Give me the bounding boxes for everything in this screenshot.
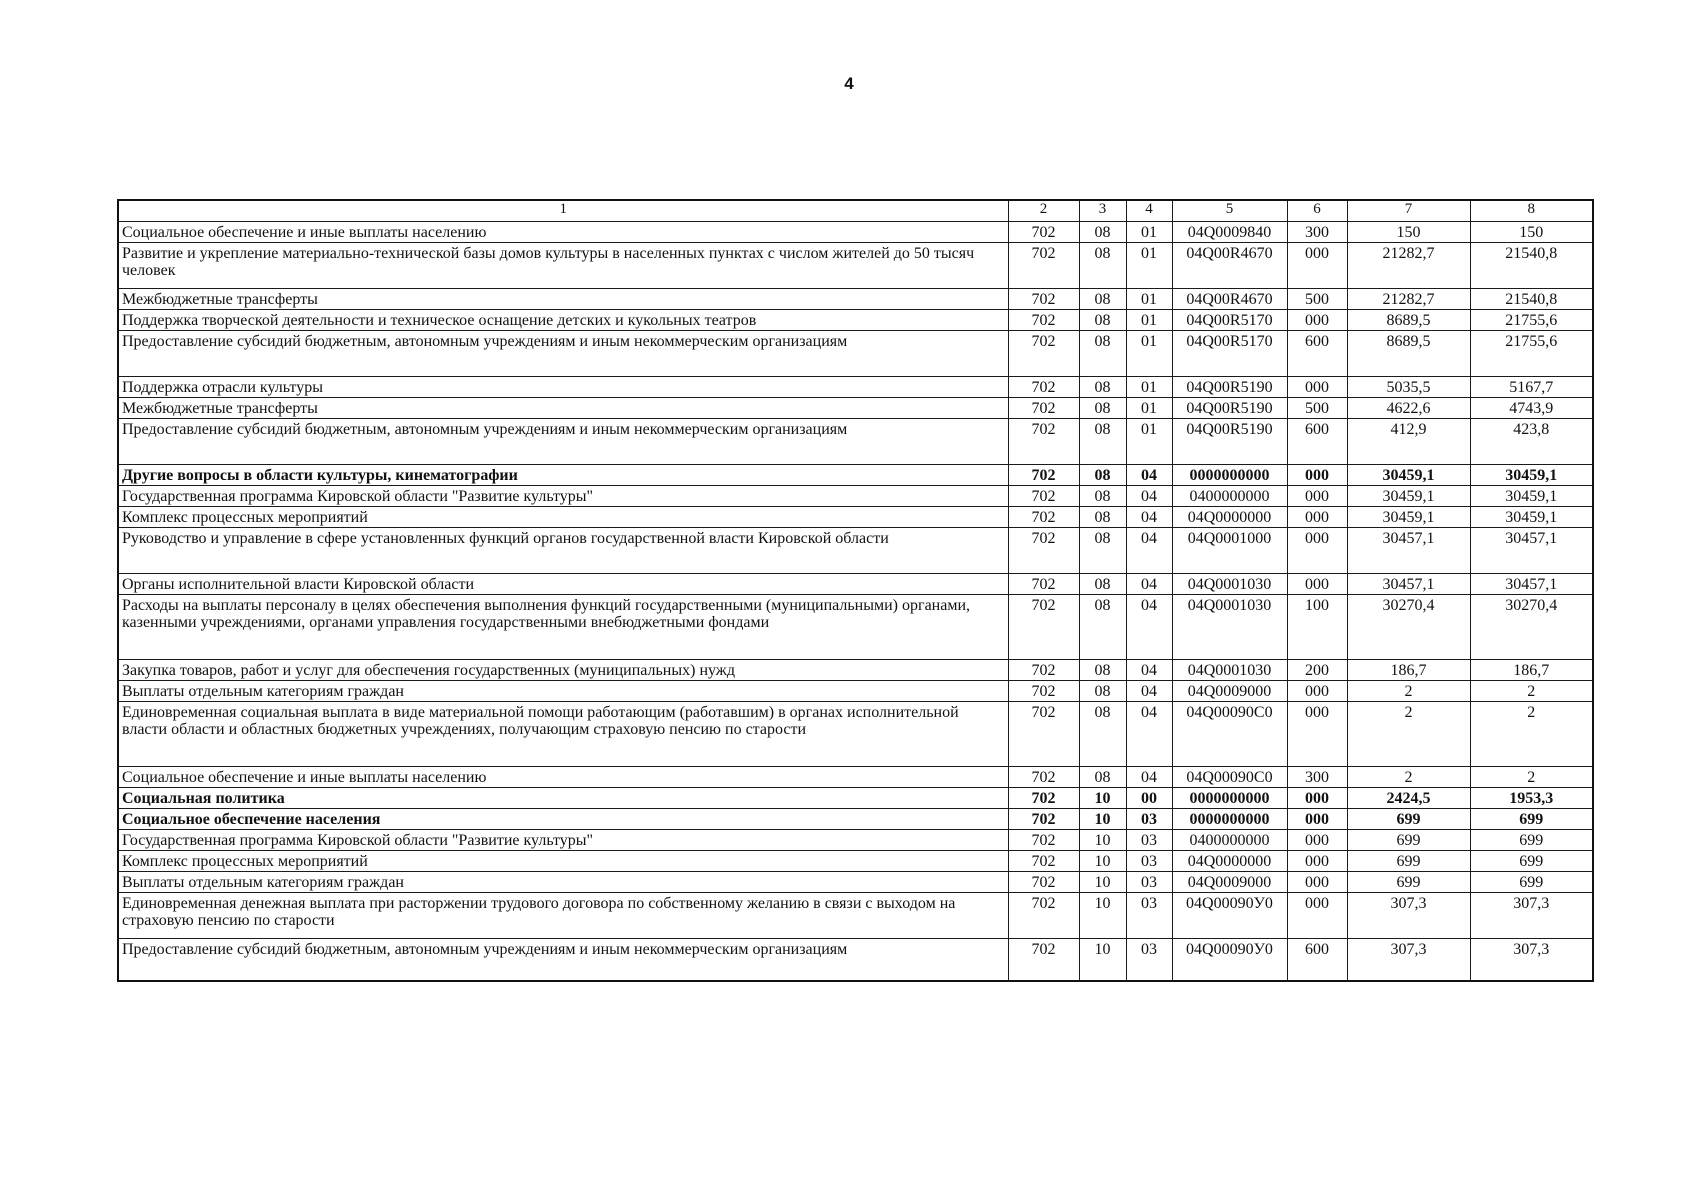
row-amount-2024-cell: 307,3 bbox=[1470, 893, 1593, 939]
table-row bbox=[118, 377, 1593, 398]
row-section-cell: 08 bbox=[1079, 574, 1126, 595]
row-expense-type-cell: 000 bbox=[1287, 486, 1347, 507]
row-name-cell: Комплекс процессных мероприятий bbox=[118, 851, 1008, 872]
row-amount-2023-cell: 30270,4 bbox=[1347, 595, 1470, 660]
row-section-cell: 10 bbox=[1079, 830, 1126, 851]
row-expense-type-cell: 000 bbox=[1287, 528, 1347, 574]
row-name-cell: Единовременная социальная выплата в виде материальной помощи работающим (работавшим) в органах исполнительной власти области и областных бюджетных учреждениях, получающим страховую пенсию по старости bbox=[118, 702, 1008, 767]
row-target-article-cell: 04Q00090C0 bbox=[1172, 702, 1287, 767]
table-row bbox=[118, 331, 1593, 377]
row-code-cell: 702 bbox=[1008, 939, 1079, 982]
row-amount-2024-cell: 2 bbox=[1470, 702, 1593, 767]
row-section-cell: 08 bbox=[1079, 465, 1126, 486]
row-code-cell: 702 bbox=[1008, 222, 1079, 243]
row-amount-2024-cell: 21755,6 bbox=[1470, 331, 1593, 377]
row-amount-2024-cell: 2 bbox=[1470, 767, 1593, 788]
row-section-cell: 08 bbox=[1079, 310, 1126, 331]
row-subsection-cell: 03 bbox=[1126, 939, 1172, 982]
row-section-cell: 10 bbox=[1079, 788, 1126, 809]
row-target-article-cell: 04Q0009000 bbox=[1172, 681, 1287, 702]
header-cell: 6 bbox=[1287, 200, 1347, 222]
row-subsection-cell: 04 bbox=[1126, 767, 1172, 788]
row-expense-type-cell: 500 bbox=[1287, 289, 1347, 310]
row-code-cell: 702 bbox=[1008, 419, 1079, 465]
row-code-cell: 702 bbox=[1008, 574, 1079, 595]
row-amount-2024-cell: 699 bbox=[1470, 830, 1593, 851]
row-section-cell: 08 bbox=[1079, 377, 1126, 398]
row-amount-2024-cell: 699 bbox=[1470, 851, 1593, 872]
row-amount-2023-cell: 699 bbox=[1347, 809, 1470, 830]
row-subsection-cell: 03 bbox=[1126, 830, 1172, 851]
row-subsection-cell: 01 bbox=[1126, 222, 1172, 243]
row-amount-2024-cell: 699 bbox=[1470, 809, 1593, 830]
row-code-cell: 702 bbox=[1008, 872, 1079, 893]
row-amount-2024-cell: 21540,8 bbox=[1470, 289, 1593, 310]
row-subsection-cell: 00 bbox=[1126, 788, 1172, 809]
row-amount-2023-cell: 30459,1 bbox=[1347, 465, 1470, 486]
row-expense-type-cell: 000 bbox=[1287, 872, 1347, 893]
row-expense-type-cell: 000 bbox=[1287, 574, 1347, 595]
table-row bbox=[118, 222, 1593, 243]
row-name-cell: Единовременная денежная выплата при расторжении трудового договора по собственному желанию в связи с выходом на страховую пенсию по старости bbox=[118, 893, 1008, 939]
row-expense-type-cell: 000 bbox=[1287, 788, 1347, 809]
row-code-cell: 702 bbox=[1008, 398, 1079, 419]
row-target-article-cell: 04Q00090C0 bbox=[1172, 767, 1287, 788]
table-row bbox=[118, 595, 1593, 660]
row-amount-2024-cell: 1953,3 bbox=[1470, 788, 1593, 809]
row-expense-type-cell: 000 bbox=[1287, 851, 1347, 872]
row-amount-2023-cell: 2 bbox=[1347, 702, 1470, 767]
row-subsection-cell: 04 bbox=[1126, 681, 1172, 702]
row-section-cell: 08 bbox=[1079, 702, 1126, 767]
row-code-cell: 702 bbox=[1008, 331, 1079, 377]
table-row bbox=[118, 507, 1593, 528]
row-section-cell: 08 bbox=[1079, 660, 1126, 681]
row-amount-2023-cell: 699 bbox=[1347, 872, 1470, 893]
row-section-cell: 08 bbox=[1079, 767, 1126, 788]
page-number: 4 bbox=[844, 74, 854, 93]
row-name-cell: Социальное обеспечение населения bbox=[118, 809, 1008, 830]
header-cell: 7 bbox=[1347, 200, 1470, 222]
row-target-article-cell: 0400000000 bbox=[1172, 486, 1287, 507]
header-cell: 1 bbox=[118, 200, 1008, 222]
row-amount-2024-cell: 2 bbox=[1470, 681, 1593, 702]
row-expense-type-cell: 000 bbox=[1287, 830, 1347, 851]
row-code-cell: 702 bbox=[1008, 830, 1079, 851]
row-name-cell: Комплекс процессных мероприятий bbox=[118, 507, 1008, 528]
row-amount-2023-cell: 30457,1 bbox=[1347, 528, 1470, 574]
row-subsection-cell: 04 bbox=[1126, 702, 1172, 767]
row-target-article-cell: 04Q00090У0 bbox=[1172, 939, 1287, 982]
row-name-cell: Другие вопросы в области культуры, кинематографии bbox=[118, 465, 1008, 486]
row-subsection-cell: 04 bbox=[1126, 465, 1172, 486]
row-amount-2023-cell: 21282,7 bbox=[1347, 243, 1470, 289]
header-cell: 4 bbox=[1126, 200, 1172, 222]
row-section-cell: 08 bbox=[1079, 222, 1126, 243]
row-section-cell: 10 bbox=[1079, 809, 1126, 830]
row-amount-2024-cell: 21755,6 bbox=[1470, 310, 1593, 331]
row-expense-type-cell: 000 bbox=[1287, 893, 1347, 939]
row-name-cell: Государственная программа Кировской области "Развитие культуры" bbox=[118, 486, 1008, 507]
row-section-cell: 08 bbox=[1079, 398, 1126, 419]
row-amount-2023-cell: 186,7 bbox=[1347, 660, 1470, 681]
row-target-article-cell: 04Q0001030 bbox=[1172, 595, 1287, 660]
table-row bbox=[118, 872, 1593, 893]
header-cell: 2 bbox=[1008, 200, 1079, 222]
row-amount-2023-cell: 8689,5 bbox=[1347, 331, 1470, 377]
row-subsection-cell: 03 bbox=[1126, 893, 1172, 939]
row-target-article-cell: 04Q00090У0 bbox=[1172, 893, 1287, 939]
row-name-cell: Предоставление субсидий бюджетным, автономным учреждениям и иным некоммерческим организациям bbox=[118, 419, 1008, 465]
row-expense-type-cell: 000 bbox=[1287, 243, 1347, 289]
row-section-cell: 08 bbox=[1079, 243, 1126, 289]
row-name-cell: Социальное обеспечение и иные выплаты населению bbox=[118, 767, 1008, 788]
row-expense-type-cell: 000 bbox=[1287, 681, 1347, 702]
table-row bbox=[118, 681, 1593, 702]
table-row bbox=[118, 893, 1593, 939]
row-amount-2023-cell: 2 bbox=[1347, 767, 1470, 788]
row-code-cell: 702 bbox=[1008, 507, 1079, 528]
row-name-cell: Руководство и управление в сфере установленных функций органов государственной власти Кировской области bbox=[118, 528, 1008, 574]
row-code-cell: 702 bbox=[1008, 243, 1079, 289]
row-subsection-cell: 01 bbox=[1126, 243, 1172, 289]
row-target-article-cell: 04Q0000000 bbox=[1172, 507, 1287, 528]
row-section-cell: 08 bbox=[1079, 419, 1126, 465]
row-section-cell: 08 bbox=[1079, 289, 1126, 310]
table-header-row bbox=[118, 200, 1593, 222]
row-section-cell: 10 bbox=[1079, 893, 1126, 939]
table-row bbox=[118, 939, 1593, 982]
row-section-cell: 10 bbox=[1079, 851, 1126, 872]
row-name-cell: Межбюджетные трансферты bbox=[118, 289, 1008, 310]
row-target-article-cell: 04Q0000000 bbox=[1172, 851, 1287, 872]
row-name-cell: Органы исполнительной власти Кировской области bbox=[118, 574, 1008, 595]
row-code-cell: 702 bbox=[1008, 702, 1079, 767]
row-amount-2023-cell: 699 bbox=[1347, 830, 1470, 851]
row-target-article-cell: 04Q00R5170 bbox=[1172, 331, 1287, 377]
row-name-cell: Расходы на выплаты персоналу в целях обеспечения выполнения функций государственными (муниципальными) органами, казенными учреждениями, органами управления государственными внебюджетными фондами bbox=[118, 595, 1008, 660]
row-name-cell: Выплаты отдельным категориям граждан bbox=[118, 681, 1008, 702]
row-amount-2024-cell: 4743,9 bbox=[1470, 398, 1593, 419]
row-expense-type-cell: 300 bbox=[1287, 222, 1347, 243]
row-amount-2024-cell: 699 bbox=[1470, 872, 1593, 893]
table-row bbox=[118, 310, 1593, 331]
header-cell: 8 bbox=[1470, 200, 1593, 222]
row-expense-type-cell: 000 bbox=[1287, 465, 1347, 486]
row-expense-type-cell: 300 bbox=[1287, 767, 1347, 788]
row-name-cell: Межбюджетные трансферты bbox=[118, 398, 1008, 419]
row-code-cell: 702 bbox=[1008, 767, 1079, 788]
row-amount-2023-cell: 412,9 bbox=[1347, 419, 1470, 465]
row-target-article-cell: 0000000000 bbox=[1172, 788, 1287, 809]
row-subsection-cell: 04 bbox=[1126, 595, 1172, 660]
header-cell: 3 bbox=[1079, 200, 1126, 222]
row-amount-2023-cell: 307,3 bbox=[1347, 939, 1470, 982]
row-code-cell: 702 bbox=[1008, 893, 1079, 939]
row-amount-2023-cell: 30459,1 bbox=[1347, 486, 1470, 507]
table-row bbox=[118, 788, 1593, 809]
row-expense-type-cell: 000 bbox=[1287, 702, 1347, 767]
row-amount-2024-cell: 186,7 bbox=[1470, 660, 1593, 681]
row-subsection-cell: 01 bbox=[1126, 419, 1172, 465]
row-code-cell: 702 bbox=[1008, 289, 1079, 310]
row-subsection-cell: 01 bbox=[1126, 331, 1172, 377]
row-amount-2023-cell: 21282,7 bbox=[1347, 289, 1470, 310]
row-subsection-cell: 01 bbox=[1126, 310, 1172, 331]
row-amount-2024-cell: 307,3 bbox=[1470, 939, 1593, 982]
row-amount-2023-cell: 30457,1 bbox=[1347, 574, 1470, 595]
row-code-cell: 702 bbox=[1008, 788, 1079, 809]
table-row bbox=[118, 851, 1593, 872]
row-amount-2023-cell: 2 bbox=[1347, 681, 1470, 702]
table-row bbox=[118, 419, 1593, 465]
row-target-article-cell: 0400000000 bbox=[1172, 830, 1287, 851]
row-subsection-cell: 04 bbox=[1126, 528, 1172, 574]
row-subsection-cell: 01 bbox=[1126, 289, 1172, 310]
row-amount-2024-cell: 21540,8 bbox=[1470, 243, 1593, 289]
row-target-article-cell: 04Q0009840 bbox=[1172, 222, 1287, 243]
row-amount-2024-cell: 30459,1 bbox=[1470, 465, 1593, 486]
row-section-cell: 10 bbox=[1079, 939, 1126, 982]
row-name-cell: Государственная программа Кировской области "Развитие культуры" bbox=[118, 830, 1008, 851]
budget-table bbox=[117, 199, 1594, 982]
row-code-cell: 702 bbox=[1008, 809, 1079, 830]
row-amount-2023-cell: 150 bbox=[1347, 222, 1470, 243]
row-expense-type-cell: 600 bbox=[1287, 419, 1347, 465]
row-section-cell: 08 bbox=[1079, 507, 1126, 528]
table-row bbox=[118, 528, 1593, 574]
table-row bbox=[118, 486, 1593, 507]
row-target-article-cell: 04Q0001030 bbox=[1172, 574, 1287, 595]
row-subsection-cell: 03 bbox=[1126, 851, 1172, 872]
row-amount-2023-cell: 699 bbox=[1347, 851, 1470, 872]
row-expense-type-cell: 000 bbox=[1287, 809, 1347, 830]
row-target-article-cell: 04Q00R5190 bbox=[1172, 377, 1287, 398]
row-target-article-cell: 04Q00R5190 bbox=[1172, 419, 1287, 465]
table-row bbox=[118, 767, 1593, 788]
row-amount-2024-cell: 150 bbox=[1470, 222, 1593, 243]
table-row bbox=[118, 574, 1593, 595]
row-subsection-cell: 04 bbox=[1126, 660, 1172, 681]
table-row bbox=[118, 809, 1593, 830]
table-row bbox=[118, 243, 1593, 289]
row-amount-2023-cell: 4622,6 bbox=[1347, 398, 1470, 419]
row-amount-2024-cell: 423,8 bbox=[1470, 419, 1593, 465]
row-subsection-cell: 01 bbox=[1126, 398, 1172, 419]
row-target-article-cell: 04Q0009000 bbox=[1172, 872, 1287, 893]
row-name-cell: Предоставление субсидий бюджетным, автономным учреждениям и иным некоммерческим организациям bbox=[118, 331, 1008, 377]
row-expense-type-cell: 600 bbox=[1287, 331, 1347, 377]
row-amount-2023-cell: 307,3 bbox=[1347, 893, 1470, 939]
row-code-cell: 702 bbox=[1008, 377, 1079, 398]
row-amount-2024-cell: 30459,1 bbox=[1470, 507, 1593, 528]
row-amount-2023-cell: 5035,5 bbox=[1347, 377, 1470, 398]
row-name-cell: Социальная политика bbox=[118, 788, 1008, 809]
row-expense-type-cell: 000 bbox=[1287, 507, 1347, 528]
row-code-cell: 702 bbox=[1008, 851, 1079, 872]
row-expense-type-cell: 500 bbox=[1287, 398, 1347, 419]
row-name-cell: Социальное обеспечение и иные выплаты населению bbox=[118, 222, 1008, 243]
row-target-article-cell: 04Q00R5190 bbox=[1172, 398, 1287, 419]
table-row bbox=[118, 660, 1593, 681]
row-section-cell: 08 bbox=[1079, 681, 1126, 702]
row-name-cell: Поддержка творческой деятельности и техническое оснащение детских и кукольных театров bbox=[118, 310, 1008, 331]
row-amount-2024-cell: 30457,1 bbox=[1470, 574, 1593, 595]
row-section-cell: 10 bbox=[1079, 872, 1126, 893]
row-name-cell: Выплаты отдельным категориям граждан bbox=[118, 872, 1008, 893]
row-code-cell: 702 bbox=[1008, 681, 1079, 702]
row-expense-type-cell: 600 bbox=[1287, 939, 1347, 982]
row-name-cell: Развитие и укрепление материально-технической базы домов культуры в населенных пунктах с числом жителей до 50 тысяч человек bbox=[118, 243, 1008, 289]
table-row bbox=[118, 398, 1593, 419]
row-target-article-cell: 04Q0001000 bbox=[1172, 528, 1287, 574]
row-section-cell: 08 bbox=[1079, 331, 1126, 377]
row-amount-2023-cell: 2424,5 bbox=[1347, 788, 1470, 809]
row-target-article-cell: 04Q00R4670 bbox=[1172, 243, 1287, 289]
row-target-article-cell: 04Q00R5170 bbox=[1172, 310, 1287, 331]
row-subsection-cell: 04 bbox=[1126, 574, 1172, 595]
row-amount-2024-cell: 5167,7 bbox=[1470, 377, 1593, 398]
row-amount-2024-cell: 30457,1 bbox=[1470, 528, 1593, 574]
row-target-article-cell: 0000000000 bbox=[1172, 809, 1287, 830]
table-row bbox=[118, 830, 1593, 851]
row-expense-type-cell: 200 bbox=[1287, 660, 1347, 681]
row-section-cell: 08 bbox=[1079, 528, 1126, 574]
row-code-cell: 702 bbox=[1008, 528, 1079, 574]
row-code-cell: 702 bbox=[1008, 486, 1079, 507]
row-subsection-cell: 04 bbox=[1126, 486, 1172, 507]
header-cell: 5 bbox=[1172, 200, 1287, 222]
row-code-cell: 702 bbox=[1008, 465, 1079, 486]
row-subsection-cell: 03 bbox=[1126, 809, 1172, 830]
row-section-cell: 08 bbox=[1079, 595, 1126, 660]
row-subsection-cell: 04 bbox=[1126, 507, 1172, 528]
row-amount-2024-cell: 30270,4 bbox=[1470, 595, 1593, 660]
row-target-article-cell: 0000000000 bbox=[1172, 465, 1287, 486]
table-row bbox=[118, 289, 1593, 310]
row-section-cell: 08 bbox=[1079, 486, 1126, 507]
table-row bbox=[118, 465, 1593, 486]
row-code-cell: 702 bbox=[1008, 595, 1079, 660]
row-expense-type-cell: 000 bbox=[1287, 310, 1347, 331]
row-target-article-cell: 04Q0001030 bbox=[1172, 660, 1287, 681]
row-subsection-cell: 01 bbox=[1126, 377, 1172, 398]
row-subsection-cell: 03 bbox=[1126, 872, 1172, 893]
row-amount-2023-cell: 30459,1 bbox=[1347, 507, 1470, 528]
row-name-cell: Закупка товаров, работ и услуг для обеспечения государственных (муниципальных) нужд bbox=[118, 660, 1008, 681]
row-code-cell: 702 bbox=[1008, 310, 1079, 331]
table-row bbox=[118, 702, 1593, 767]
row-amount-2023-cell: 8689,5 bbox=[1347, 310, 1470, 331]
row-expense-type-cell: 100 bbox=[1287, 595, 1347, 660]
row-amount-2024-cell: 30459,1 bbox=[1470, 486, 1593, 507]
row-name-cell: Поддержка отрасли культуры bbox=[118, 377, 1008, 398]
row-name-cell: Предоставление субсидий бюджетным, автономным учреждениям и иным некоммерческим организациям bbox=[118, 939, 1008, 982]
row-expense-type-cell: 000 bbox=[1287, 377, 1347, 398]
table-body bbox=[118, 222, 1593, 982]
row-target-article-cell: 04Q00R4670 bbox=[1172, 289, 1287, 310]
row-code-cell: 702 bbox=[1008, 660, 1079, 681]
